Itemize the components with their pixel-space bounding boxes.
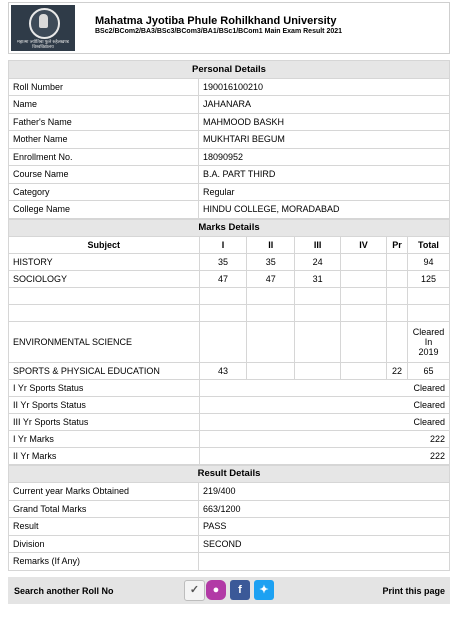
row-value [199, 553, 450, 571]
row-value: Regular [199, 183, 450, 201]
row-value: HINDU COLLEGE, MORADABAD [199, 201, 450, 219]
table-row [9, 113, 450, 131]
mark-cell: 35 [199, 253, 247, 270]
column-header: III [295, 236, 341, 253]
subject-cell: HISTORY [9, 253, 200, 270]
mark-cell [341, 270, 387, 287]
row-label: Name [9, 96, 199, 114]
table-row [9, 321, 450, 362]
table-row [9, 148, 450, 166]
row-value: MAHMOOD BASKH [199, 113, 450, 131]
table-row [9, 362, 450, 379]
row-value: MUKHTARI BEGUM [199, 131, 450, 149]
mail-icon[interactable]: ✓ [184, 580, 205, 601]
result-details-heading: Result Details [9, 465, 450, 483]
total-cell: 94 [407, 253, 449, 270]
row-value: SECOND [199, 535, 450, 553]
facebook-icon[interactable]: f [230, 580, 250, 600]
mark-cell: 47 [199, 270, 247, 287]
column-header: Total [407, 236, 449, 253]
table-row [9, 483, 450, 501]
column-header: Subject [9, 236, 200, 253]
university-logo [11, 5, 75, 51]
summary-value: Cleared [199, 379, 449, 396]
row-value: B.A. PART THIRD [199, 166, 450, 184]
table-row [9, 131, 450, 149]
mark-cell: 24 [295, 253, 341, 270]
exam-subtitle: BSc2/BCom2/BA3/BSc3/BCom3/BA1/BSc1/BCom1 Main Exam Result 2021 [95, 28, 343, 35]
table-row [9, 518, 450, 536]
seal-icon [29, 8, 60, 39]
marks-details-heading: Marks Details [9, 219, 450, 236]
summary-label: II Yr Sports Status [9, 396, 200, 413]
mark-cell [247, 362, 295, 379]
summary-value: 222 [199, 430, 449, 447]
summary-row [9, 396, 450, 413]
empty-row [9, 287, 450, 304]
table-row [9, 270, 450, 287]
row-value: 190016100210 [199, 78, 450, 96]
row-label: Category [9, 183, 199, 201]
column-header: IV [341, 236, 387, 253]
column-header: II [247, 236, 295, 253]
row-label: Roll Number [9, 78, 199, 96]
row-label: Result [9, 518, 199, 536]
instagram-icon[interactable]: ● [206, 580, 226, 600]
row-value: 663/1200 [199, 500, 450, 518]
mark-cell: 43 [199, 362, 247, 379]
personal-details-table [8, 60, 450, 219]
mark-cell [341, 362, 387, 379]
row-label: Grand Total Marks [9, 500, 199, 518]
total-cell: 125 [407, 270, 449, 287]
subject-cell: ENVIRONMENTAL SCIENCE [9, 321, 200, 362]
result-details-table [8, 465, 450, 571]
row-label: Mother Name [9, 131, 199, 149]
table-row [9, 201, 450, 219]
subject-cell: SPORTS & PHYSICAL EDUCATION [9, 362, 200, 379]
summary-value: Cleared [199, 396, 449, 413]
mark-cell: 31 [295, 270, 341, 287]
logo-text: महात्मा ज्योतिबा फुले रुहेलखण्ड विश्वविद्यालय [17, 39, 69, 49]
summary-row [9, 430, 450, 447]
row-label: Remarks (If Any) [9, 553, 199, 571]
summary-row [9, 379, 450, 396]
mark-cell [386, 270, 407, 287]
row-label: Current year Marks Obtained [9, 483, 199, 501]
row-value: 219/400 [199, 483, 450, 501]
result-page [8, 2, 450, 604]
university-title: Mahatma Jyotiba Phule Rohilkhand University [95, 15, 337, 27]
mark-cell: 35 [247, 253, 295, 270]
table-header-row [9, 236, 450, 253]
summary-value: Cleared [199, 413, 449, 430]
summary-value: 222 [199, 447, 449, 464]
row-label: College Name [9, 201, 199, 219]
summary-row [9, 413, 450, 430]
mark-cell: 22 [386, 362, 407, 379]
table-row [9, 253, 450, 270]
mark-cell [386, 253, 407, 270]
total-line: Cleared [412, 326, 445, 337]
total-line: In [424, 336, 433, 347]
page-header [8, 2, 450, 54]
table-row [9, 78, 450, 96]
subject-cell: SOCIOLOGY [9, 270, 200, 287]
row-value: 18090952 [199, 148, 450, 166]
mark-cell: 47 [247, 270, 295, 287]
total-cell: 65 [407, 362, 449, 379]
total-line: 2019 [418, 346, 439, 357]
column-header: Pr [386, 236, 407, 253]
row-value: JAHANARA [199, 96, 450, 114]
summary-label: I Yr Marks [9, 430, 200, 447]
summary-label: I Yr Sports Status [9, 379, 200, 396]
summary-label: II Yr Marks [9, 447, 200, 464]
row-value: PASS [199, 518, 450, 536]
empty-row [9, 304, 450, 321]
column-header: I [199, 236, 247, 253]
summary-row [9, 447, 450, 464]
table-row [9, 535, 450, 553]
row-label: Father's Name [9, 113, 199, 131]
mark-cell [341, 253, 387, 270]
personal-details-heading: Personal Details [9, 61, 450, 79]
print-page-link[interactable]: Print this page [382, 585, 445, 596]
total-cell [407, 321, 449, 362]
row-label: Enrollment No. [9, 148, 199, 166]
marks-details-table [8, 219, 450, 465]
summary-label: III Yr Sports Status [9, 413, 200, 430]
mark-cell [295, 362, 341, 379]
footer-bar [8, 577, 450, 604]
row-label: Division [9, 535, 199, 553]
table-row [9, 183, 450, 201]
table-row [9, 553, 450, 571]
search-another-roll-link[interactable]: Search another Roll No [14, 585, 114, 596]
table-row [9, 96, 450, 114]
row-label: Course Name [9, 166, 199, 184]
twitter-icon[interactable]: ✦ [254, 580, 274, 600]
table-row [9, 500, 450, 518]
table-row [9, 166, 450, 184]
